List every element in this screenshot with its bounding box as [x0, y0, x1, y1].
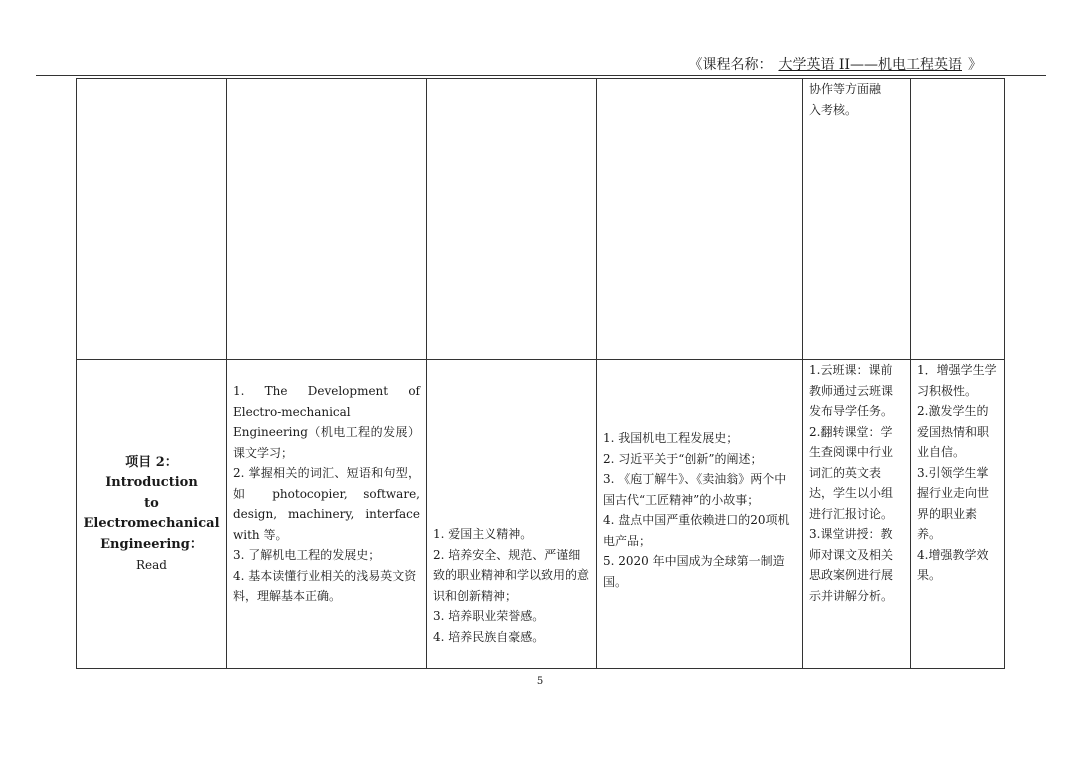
cell-project-cont	[77, 79, 227, 360]
cell-methods-cont	[803, 79, 911, 360]
ideology-item: 4. 培养民族自豪感。	[433, 629, 545, 644]
method-item: 1.云班课：课前教师通过云班课发布导学任务。	[809, 363, 894, 418]
header-suffix: 》	[968, 57, 982, 73]
effect-item: 1．增强学生学习积极性。	[917, 363, 997, 398]
element-item: 1. 我国机电工程发展史；	[603, 431, 739, 445]
table-row-continued	[77, 79, 1005, 360]
effect-item: 2.激发学生的爱国热情和职业自信。	[917, 404, 990, 459]
effect-item: 4.增强教学效果。	[917, 547, 989, 582]
cell-elements-cont	[597, 79, 803, 360]
ideology-item: 1. 爱国主义精神。	[433, 527, 533, 541]
goal-item: 2. 掌握相关的词汇、短语和句型，如 photocopier, software, design, machinery, interface with 等。	[233, 466, 420, 542]
page-header	[688, 54, 982, 74]
element-item: 4. 盘点中国严重依赖进口的20项机电产品；	[603, 513, 790, 548]
method-item: 2.翻转课堂：学生查阅课中行业词汇的英文表达，学生以小组进行汇报讨论。	[809, 424, 894, 521]
cell-goals-cont	[227, 79, 427, 360]
cell-elements	[597, 360, 803, 669]
project-title: 项目 2：Introduction to Electromechanical Engineering：	[83, 454, 220, 552]
cell-effects-cont	[911, 79, 1005, 360]
goal-item: 4. 基本读懂行业相关的浅易英文资料，理解基本正确。	[233, 568, 417, 604]
table-row-project-2	[77, 360, 1005, 669]
element-item: 3. 《庖丁解牛》、《卖油翁》两个中国古代“工匠精神”的小故事；	[603, 472, 787, 507]
element-item: 5. 2020 年中国成为全球第一制造国。	[603, 554, 785, 589]
project-subtitle: Read	[136, 558, 167, 572]
cell-effects	[911, 360, 1005, 669]
cell-project-title	[77, 360, 227, 669]
course-name: 大学英语 II——机电工程英语	[778, 57, 962, 73]
method-item: 3.课堂讲授：教师对课文及相关思政案例进行展示并讲解分析。	[809, 527, 894, 603]
cell-ideology	[427, 360, 597, 669]
header-rule	[36, 75, 1046, 76]
goal-item: 3. 了解机电工程的发展史；	[233, 548, 381, 563]
element-item: 2. 习近平关于“创新”的阐述；	[603, 451, 763, 466]
curriculum-table	[76, 78, 1005, 669]
cell-ideology-cont	[427, 79, 597, 360]
effect-item: 3.引领学生掌握行业走向世界的职业素养。	[917, 465, 990, 541]
cell-methods	[803, 360, 911, 669]
goal-item: 1. The Development of Electro-mechanical Engineering（机电工程的发展）课文学习；	[233, 384, 420, 460]
header-prefix: 《课程名称：	[688, 57, 773, 73]
page-number: 5	[536, 676, 544, 687]
cell-goals	[227, 360, 427, 669]
assessment-text: 协作等方面融 入考核。	[809, 82, 882, 117]
ideology-item: 3. 培养职业荣誉感。	[433, 609, 545, 623]
ideology-item: 2. 培养安全、规范、严谨细致的职业精神和学以致用的意识和创新精神；	[433, 547, 590, 603]
